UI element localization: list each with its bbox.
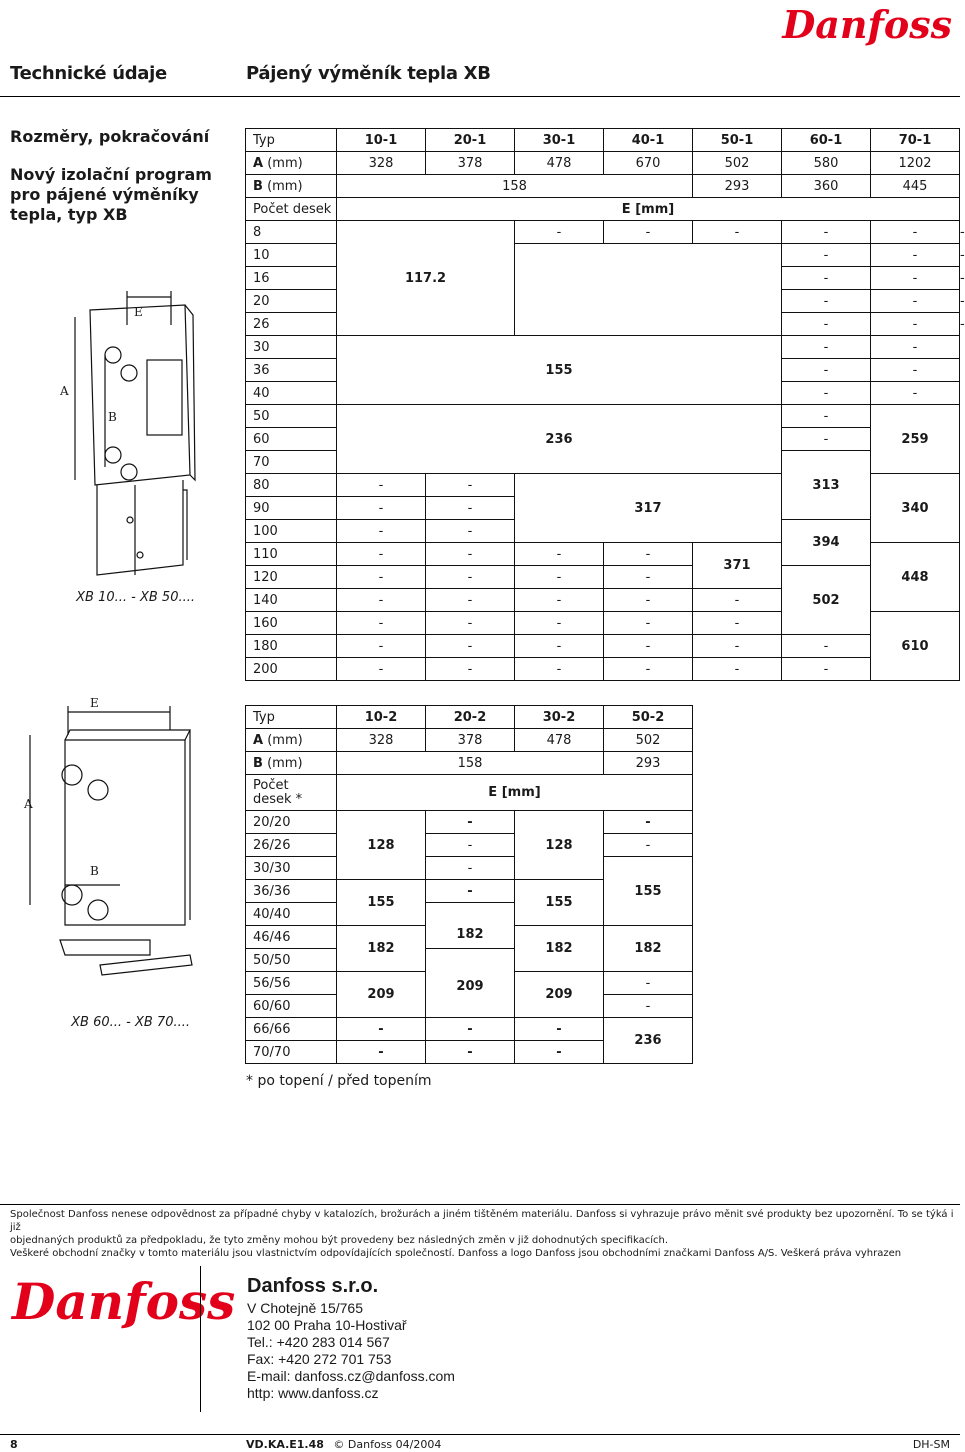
row-label: 20 bbox=[246, 290, 337, 313]
table-cell: 182 bbox=[426, 903, 515, 949]
table-cell: 209 bbox=[426, 949, 515, 1018]
table-cell: - bbox=[515, 1041, 604, 1064]
table-cell: - bbox=[515, 566, 604, 589]
dim-label-e: E bbox=[134, 305, 143, 319]
address-line: Fax: +420 272 701 753 bbox=[247, 1351, 392, 1367]
table-cell: - bbox=[426, 635, 515, 658]
plates-label-line: Počet bbox=[253, 777, 289, 793]
table-cell: - bbox=[782, 221, 871, 244]
table-row bbox=[246, 729, 693, 752]
table-cell: 158 bbox=[337, 175, 693, 198]
table-cell: 502 bbox=[782, 566, 871, 635]
table-cell: - bbox=[426, 834, 515, 857]
table-row bbox=[246, 152, 960, 175]
table-cell: 293 bbox=[693, 175, 782, 198]
doc-code bbox=[246, 1438, 441, 1451]
table-cell: - bbox=[782, 428, 871, 451]
row-label: 30/30 bbox=[246, 857, 337, 880]
row-label: 8 bbox=[246, 221, 337, 244]
table-cell: - bbox=[782, 359, 871, 382]
table-cell: 182 bbox=[337, 926, 426, 972]
table-cell: 128 bbox=[337, 811, 426, 880]
address-line: http: www.danfoss.cz bbox=[247, 1385, 379, 1401]
table-cell: - bbox=[604, 972, 693, 995]
table-row bbox=[246, 336, 960, 359]
row-label: 26/26 bbox=[246, 834, 337, 857]
table-cell: - bbox=[604, 811, 693, 834]
dim-label-a: A bbox=[60, 384, 69, 398]
table-row bbox=[246, 834, 693, 857]
table-cell: 155 bbox=[604, 857, 693, 926]
table-cell: 182 bbox=[604, 926, 693, 972]
table-cell: - bbox=[604, 612, 693, 635]
table-cell: - bbox=[693, 658, 782, 681]
table-row bbox=[246, 198, 960, 221]
table-cell: 209 bbox=[515, 972, 604, 1018]
table-cell: - bbox=[426, 658, 515, 681]
table-row bbox=[246, 706, 693, 729]
drawing-caption-1: XB 10... - XB 50.... bbox=[76, 590, 195, 605]
table-cell: - bbox=[426, 566, 515, 589]
table-cell: - bbox=[515, 221, 604, 244]
header-cell: 40-1 bbox=[604, 129, 693, 152]
table-cell: 328 bbox=[337, 729, 426, 752]
table-cell: - bbox=[693, 589, 782, 612]
row-label: 60 bbox=[246, 428, 337, 451]
brand-logo: Danfoss bbox=[782, 2, 952, 47]
exchanger-drawing-2 bbox=[20, 700, 205, 990]
header-cell: 20-1 bbox=[426, 129, 515, 152]
row-label: 140 bbox=[246, 589, 337, 612]
row-label: 60/60 bbox=[246, 995, 337, 1018]
table-row bbox=[246, 635, 960, 658]
table-cell: - bbox=[604, 543, 693, 566]
dim-label-b: B bbox=[108, 410, 117, 424]
row-label: 36/36 bbox=[246, 880, 337, 903]
brand-logo-large: Danfoss bbox=[12, 1272, 236, 1331]
row-label: 50 bbox=[246, 405, 337, 428]
header-cell: 10-1 bbox=[337, 129, 426, 152]
row-label bbox=[246, 152, 337, 175]
table-cell: E [mm] bbox=[337, 775, 693, 811]
header-cell: Typ bbox=[246, 706, 337, 729]
table-cell: - bbox=[871, 313, 960, 336]
table-cell: - bbox=[782, 405, 871, 428]
footer-code: DH-SM bbox=[912, 1438, 950, 1451]
table-cell: - bbox=[426, 543, 515, 566]
row-label-letter: B bbox=[253, 755, 263, 771]
table-cell: - bbox=[426, 1041, 515, 1064]
table-row bbox=[246, 405, 960, 428]
table-cell: 158 bbox=[337, 752, 604, 775]
table-cell: - bbox=[337, 612, 426, 635]
section-title: Technické údaje bbox=[10, 63, 167, 84]
table-cell: 478 bbox=[515, 152, 604, 175]
table-cell: - bbox=[871, 244, 960, 267]
row-label: 26 bbox=[246, 313, 337, 336]
row-label: 30 bbox=[246, 336, 337, 359]
table-cell: - bbox=[693, 635, 782, 658]
drawing-caption-2: XB 60... - XB 70.... bbox=[71, 1015, 190, 1030]
header-cell: 50-1 bbox=[693, 129, 782, 152]
table-cell: - bbox=[515, 543, 604, 566]
row-label-letter: B bbox=[253, 178, 263, 194]
table-row bbox=[246, 857, 693, 880]
table-cell: - bbox=[337, 658, 426, 681]
table-row bbox=[246, 658, 960, 681]
table-cell: 317 bbox=[515, 474, 782, 543]
row-label bbox=[246, 752, 337, 775]
table-cell: - bbox=[604, 221, 693, 244]
table-cell: - bbox=[337, 1018, 426, 1041]
table-cell: - bbox=[337, 474, 426, 497]
disclaimer-line: Veškeré obchodní značky v tomto materiálu jsou vlastnictvím odpovídajících společností. Danfoss a logo Danfoss jsou obchodními značkami Danfoss A/S. Veškerá práva vyhrazen bbox=[10, 1248, 902, 1259]
table-cell: - bbox=[604, 995, 693, 1018]
table-cell: - bbox=[426, 811, 515, 834]
table-row: 16 - - - bbox=[246, 267, 960, 290]
table-row bbox=[246, 811, 693, 834]
table-cell: 155 bbox=[337, 336, 782, 405]
row-label-unit: (mm) bbox=[267, 155, 303, 171]
doc-code-value: VD.KA.E1.48 bbox=[246, 1438, 324, 1451]
table-cell: - bbox=[782, 244, 871, 267]
copyright: © Danfoss 04/2004 bbox=[333, 1438, 442, 1451]
table-cell: 128 bbox=[515, 811, 604, 880]
table-row: 20 - - - bbox=[246, 290, 960, 313]
table-cell: - bbox=[693, 221, 782, 244]
table-cell: 328 bbox=[337, 152, 426, 175]
table-cell: 394 bbox=[782, 520, 871, 566]
table-cell: - bbox=[604, 635, 693, 658]
row-label-unit: (mm) bbox=[267, 755, 303, 771]
disclaimer-rule bbox=[0, 1204, 960, 1205]
footer-rule bbox=[0, 1434, 960, 1435]
row-label: 160 bbox=[246, 612, 337, 635]
table-cell: - bbox=[515, 1018, 604, 1041]
table-cell: - bbox=[782, 635, 871, 658]
table-cell: - bbox=[426, 880, 515, 903]
table-cell: - bbox=[782, 336, 871, 359]
table-cell: 340 bbox=[871, 474, 960, 543]
row-label bbox=[246, 729, 337, 752]
table-cell: E [mm] bbox=[337, 198, 960, 221]
header-cell: 10-2 bbox=[337, 706, 426, 729]
table-cell: 293 bbox=[604, 752, 693, 775]
row-label: 56/56 bbox=[246, 972, 337, 995]
address-line: Tel.: +420 283 014 567 bbox=[247, 1334, 390, 1350]
row-label: 36 bbox=[246, 359, 337, 382]
table-cell: 445 bbox=[871, 175, 960, 198]
table-cell: 371 bbox=[693, 543, 782, 589]
page-title: Pájený výměník tepla XB bbox=[246, 63, 491, 84]
table-row bbox=[246, 1018, 693, 1041]
table-cell: - bbox=[871, 336, 960, 359]
table-row: 8 117.2 - - - - - - bbox=[246, 221, 960, 244]
page-number: 8 bbox=[10, 1438, 18, 1451]
table-row: 10 - - - bbox=[246, 244, 960, 267]
header-cell: 60-1 bbox=[782, 129, 871, 152]
table-cell: 670 bbox=[604, 152, 693, 175]
side-heading: Rozměry, pokračování bbox=[10, 127, 210, 146]
row-label: 70 bbox=[246, 451, 337, 474]
table-cell: - bbox=[782, 290, 871, 313]
row-label: 120 bbox=[246, 566, 337, 589]
table-cell: 610 bbox=[871, 612, 960, 681]
table-cell: 313 bbox=[782, 451, 871, 520]
table-cell: - bbox=[337, 497, 426, 520]
dim-label-b-2: B bbox=[90, 864, 99, 878]
table-cell: 378 bbox=[426, 729, 515, 752]
header-cell: 30-2 bbox=[515, 706, 604, 729]
table-cell: - bbox=[426, 1018, 515, 1041]
row-label: 66/66 bbox=[246, 1018, 337, 1041]
row-label: 90 bbox=[246, 497, 337, 520]
dimensions-table-2 bbox=[245, 705, 693, 1064]
table-cell: - bbox=[515, 589, 604, 612]
row-label: 46/46 bbox=[246, 926, 337, 949]
table-cell: - bbox=[871, 267, 960, 290]
table-cell: 259 bbox=[871, 405, 960, 474]
table-cell: - bbox=[604, 834, 693, 857]
table-cell: 448 bbox=[871, 543, 960, 612]
table-row bbox=[246, 129, 960, 152]
plates-label-line: desek * bbox=[253, 791, 303, 807]
table-cell: - bbox=[604, 589, 693, 612]
table-row bbox=[246, 566, 960, 589]
table-cell: - bbox=[604, 566, 693, 589]
table-cell: - bbox=[871, 382, 960, 405]
table-cell: - bbox=[782, 382, 871, 405]
row-label: 70/70 bbox=[246, 1041, 337, 1064]
table-cell: - bbox=[426, 612, 515, 635]
table-cell: 360 bbox=[782, 175, 871, 198]
header-rule bbox=[0, 96, 960, 97]
row-label: 10 bbox=[246, 244, 337, 267]
row-label: 16 bbox=[246, 267, 337, 290]
table-cell: 117.2 bbox=[337, 221, 515, 336]
table-cell: 155 bbox=[337, 880, 426, 926]
address-line: V Chotejně 15/765 bbox=[247, 1300, 363, 1316]
table-row bbox=[246, 752, 693, 775]
table-cell: 182 bbox=[515, 926, 604, 972]
side-subheading: Nový izolační program pro pájené výměníky tepla, typ XB bbox=[10, 165, 212, 224]
table-cell: - bbox=[426, 520, 515, 543]
table-cell: - bbox=[871, 221, 960, 244]
table-cell: - bbox=[337, 635, 426, 658]
row-label: 200 bbox=[246, 658, 337, 681]
company-name: Danfoss s.r.o. bbox=[247, 1275, 379, 1297]
row-label: 40 bbox=[246, 382, 337, 405]
table-cell: 502 bbox=[604, 729, 693, 752]
table-cell: - bbox=[515, 635, 604, 658]
address-line: 102 00 Praha 10-Hostivař bbox=[247, 1317, 407, 1333]
row-label-letter: A bbox=[253, 155, 264, 171]
table-row: 26 - - - bbox=[246, 313, 960, 336]
row-label: Počet desek bbox=[246, 198, 337, 221]
row-label bbox=[246, 775, 337, 811]
row-label: 20/20 bbox=[246, 811, 337, 834]
disclaimer-line: objednaných produktů za předpokladu, že tyto změny mohou být provedeny bez následných změn v již dohodnutých specifikacích. bbox=[10, 1235, 669, 1246]
table-cell: - bbox=[426, 857, 515, 880]
table-cell: - bbox=[337, 543, 426, 566]
exchanger-drawing-1 bbox=[35, 285, 220, 585]
table-cell: 236 bbox=[604, 1018, 693, 1064]
disclaimer-line: Společnost Danfoss nenese odpovědnost za případné chyby v katalozích, brožurách a jiném tištěném materiálu. Danfoss si vyhrazuje právo měnit své produkty bez upozornění. To se týká i již bbox=[10, 1209, 954, 1233]
header-cell: Typ bbox=[246, 129, 337, 152]
header-cell: 20-2 bbox=[426, 706, 515, 729]
dimensions-table-1 bbox=[245, 128, 965, 681]
table-cell: - bbox=[337, 589, 426, 612]
table-cell: - bbox=[515, 612, 604, 635]
table-cell: - bbox=[337, 566, 426, 589]
table-cell: - bbox=[782, 313, 871, 336]
table-cell: 236 bbox=[337, 405, 782, 474]
table-cell: 378 bbox=[426, 152, 515, 175]
row-label: 40/40 bbox=[246, 903, 337, 926]
table-row bbox=[246, 175, 960, 198]
table-cell: - bbox=[871, 290, 960, 313]
table-cell: - bbox=[693, 612, 782, 635]
table-cell: - bbox=[426, 589, 515, 612]
table-cell: - bbox=[782, 658, 871, 681]
table-footnote: * po topení / před topením bbox=[246, 1073, 432, 1089]
table-cell: - bbox=[426, 474, 515, 497]
address-divider bbox=[200, 1266, 201, 1412]
row-label bbox=[246, 175, 337, 198]
table-row bbox=[246, 775, 693, 811]
row-label: 180 bbox=[246, 635, 337, 658]
row-label: 100 bbox=[246, 520, 337, 543]
dim-label-a-2: A bbox=[24, 797, 33, 811]
row-label: 50/50 bbox=[246, 949, 337, 972]
row-label: 80 bbox=[246, 474, 337, 497]
table-cell: - bbox=[515, 658, 604, 681]
address-block bbox=[247, 1274, 455, 1402]
table-cell: 1202 bbox=[871, 152, 960, 175]
address-line: E-mail: danfoss.cz@danfoss.com bbox=[247, 1368, 455, 1384]
table-cell: - bbox=[337, 520, 426, 543]
table-cell: 502 bbox=[693, 152, 782, 175]
table-cell: - bbox=[604, 658, 693, 681]
header-cell: 70-1 bbox=[871, 129, 960, 152]
row-label: 110 bbox=[246, 543, 337, 566]
header-cell: 30-1 bbox=[515, 129, 604, 152]
table-cell bbox=[515, 244, 782, 336]
header-cell: 50-2 bbox=[604, 706, 693, 729]
table-cell: 209 bbox=[337, 972, 426, 1018]
row-label-unit: (mm) bbox=[267, 732, 303, 748]
row-label-letter: A bbox=[253, 732, 264, 748]
table-cell: - bbox=[871, 359, 960, 382]
table-cell: 580 bbox=[782, 152, 871, 175]
table-cell: - bbox=[426, 497, 515, 520]
table-cell: - bbox=[782, 267, 871, 290]
dim-label-e-2: E bbox=[90, 696, 99, 710]
row-label-unit: (mm) bbox=[267, 178, 303, 194]
table-cell: - bbox=[337, 1041, 426, 1064]
table-cell: 155 bbox=[515, 880, 604, 926]
disclaimer bbox=[10, 1208, 955, 1260]
table-cell: 478 bbox=[515, 729, 604, 752]
